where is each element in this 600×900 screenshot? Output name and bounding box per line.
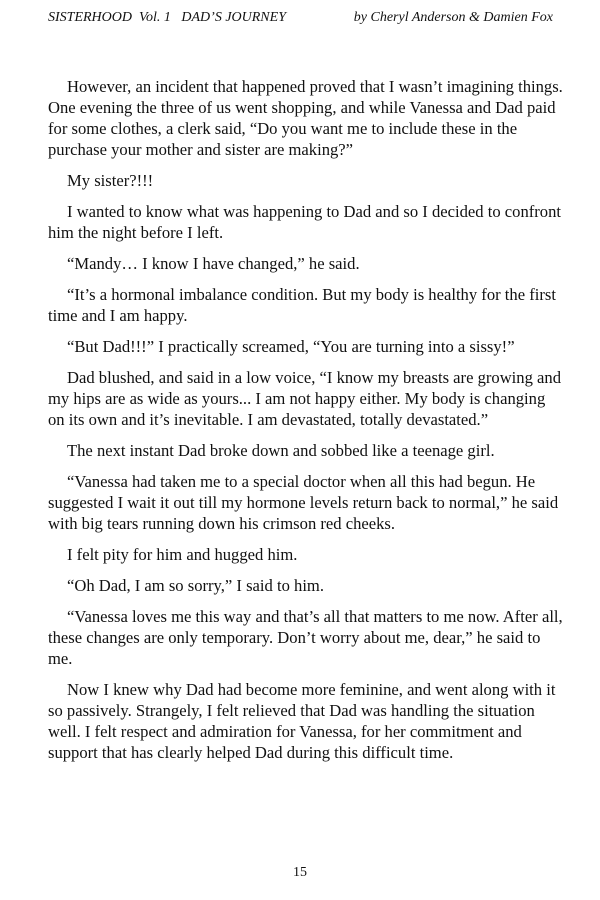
paragraph: I felt pity for him and hugged him. [67,545,298,564]
paragraph: “Mandy… I know I have changed,” he said. [67,254,360,273]
paragraph: “But Dad!!!” I practically screamed, “You are turning into a sissy!” [67,337,515,356]
paragraph: “Vanessa had taken me to a special doctor when all this had begun. He suggested I wait it out till my hormone levels return back to normal,” he said with big tears running down his crimson red cheeks. [48,472,559,533]
paragraph: Now I knew why Dad had become more feminine, and went along with it so passively. Strangely, I felt relieved that Dad was handling the situation well. I felt respect and admiration for Vanessa, for her commitment and support that has clearly helped Dad during this difficult time. [48,680,556,762]
paragraph: “Vanessa loves me this way and that’s all that matters to me now. After all, these changes are only temporary. Don’t worry about me, dear,” he said to me. [48,607,563,668]
paragraph: The next instant Dad broke down and sobbed like a teenage girl. [67,441,495,460]
body-text [48,76,564,773]
page-number: 15 [293,865,307,880]
header-authors: by Cheryl Anderson & Damien Fox [353,10,553,25]
paragraph: My sister?!!! [67,171,154,190]
paragraph: Dad blushed, and said in a low voice, “I know my breasts are growing and my hips are as wide as yours... I am not happy either. My body is changing on its own and it’s inevitable. I am devastated, totally devastated.” [48,368,561,429]
paragraph: “It’s a hormonal imbalance condition. But my body is healthy for the first time and I am happy. [48,285,556,325]
paragraph: “Oh Dad, I am so sorry,” I said to him. [67,576,324,595]
paragraph: However, an incident that happened proved that I wasn’t imagining things. One evening the three of us went shopping, and while Vanessa and Dad paid for some clothes, a clerk said, “Do you want me to include these in the purchase your mother and sister are making?” [48,77,563,159]
header-book-title: SISTERHOOD Vol. 1 DAD’S JOURNEY [48,10,286,25]
paragraph: I wanted to know what was happening to Dad and so I decided to confront him the night before I left. [48,202,561,242]
